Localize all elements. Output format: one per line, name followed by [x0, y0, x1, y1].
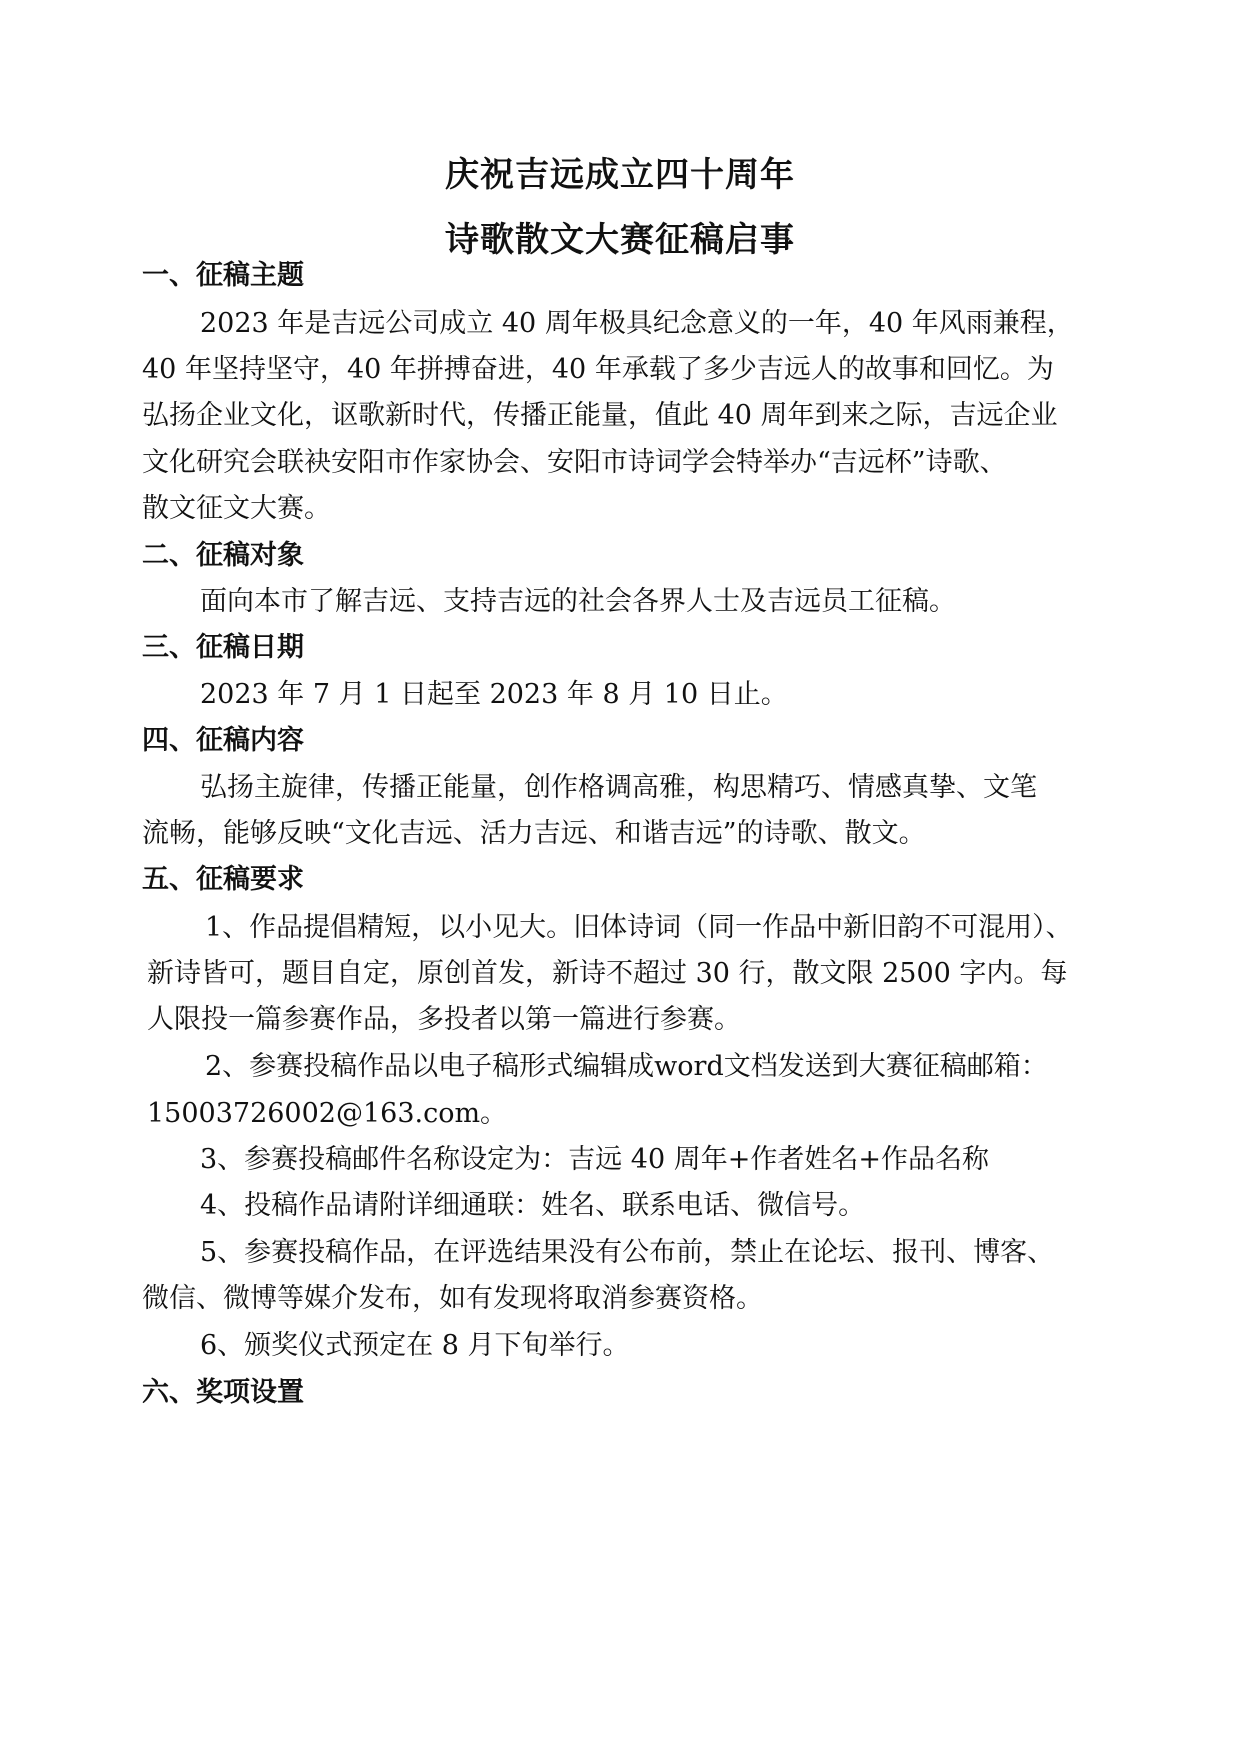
email-address: 15003726002@163.com。 — [147, 1098, 508, 1129]
paragraph-line: 人限投一篇参赛作品，多投者以第一篇进行参赛。 — [147, 1004, 741, 1035]
paragraph-line: 2、参赛投稿作品以电子稿形式编辑成word文档发送到大赛征稿邮箱： — [205, 1051, 1048, 1082]
paragraph-line: 40 年坚持坚守，40 年拼搏奋进，40 年承载了多少吉远人的故事和回忆。为 — [142, 354, 1054, 385]
paragraph-line: 6、颁奖仪式预定在 8 月下旬举行。 — [200, 1330, 630, 1361]
document-title-line-1: 庆祝吉远成立四十周年 — [445, 155, 795, 195]
paragraph-line: 流畅，能够反映“文化吉远、活力吉远、和谐吉远”的诗歌、散文。 — [142, 818, 926, 849]
section-heading-dates: 三、征稿日期 — [142, 632, 304, 663]
paragraph-line: 弘扬企业文化，讴歌新时代，传播正能量，值此 40 周年到来之际，吉远企业 — [142, 400, 1058, 431]
section-heading-requirements: 五、征稿要求 — [142, 864, 304, 895]
section-heading-content: 四、征稿内容 — [142, 725, 304, 756]
section-heading-theme: 一、征稿主题 — [142, 260, 304, 291]
paragraph-line: 弘扬主旋律，传播正能量，创作格调高雅，构思精巧、情感真挚、文笔 — [200, 772, 1037, 803]
paragraph-line: 微信、微博等媒介发布，如有发现将取消参赛资格。 — [142, 1283, 763, 1314]
paragraph-line: 4、投稿作品请附详细通联：姓名、联系电话、微信号。 — [200, 1190, 866, 1221]
paragraph-line: 2023 年是吉远公司成立 40 周年极具纪念意义的一年，40 年风雨兼程， — [200, 308, 1074, 339]
paragraph-line: 5、参赛投稿作品，在评选结果没有公布前，禁止在论坛、报刊、博客、 — [200, 1237, 1055, 1268]
paragraph-line: 散文征文大赛。 — [142, 493, 331, 524]
section-heading-awards: 六、奖项设置 — [142, 1377, 304, 1408]
paragraph-line: 3、参赛投稿邮件名称设定为：吉远 40 周年+作者姓名+作品名称 — [200, 1144, 989, 1175]
paragraph-line: 2023 年 7 月 1 日起至 2023 年 8 月 10 日止。 — [200, 679, 788, 710]
paragraph-line: 新诗皆可，题目自定，原创首发，新诗不超过 30 行，散文限 2500 字内。每 — [147, 958, 1068, 989]
document-title-line-2: 诗歌散文大赛征稿启事 — [445, 220, 795, 260]
paragraph-line: 文化研究会联袂安阳市作家协会、安阳市诗词学会特举办“吉远杯”诗歌、 — [142, 447, 1007, 478]
section-heading-target: 二、征稿对象 — [142, 540, 304, 571]
paragraph-line: 面向本市了解吉远、支持吉远的社会各界人士及吉远员工征稿。 — [200, 586, 956, 617]
paragraph-line: 1、作品提倡精短，以小见大。旧体诗词（同一作品中新旧韵不可混用）、 — [205, 912, 1073, 943]
